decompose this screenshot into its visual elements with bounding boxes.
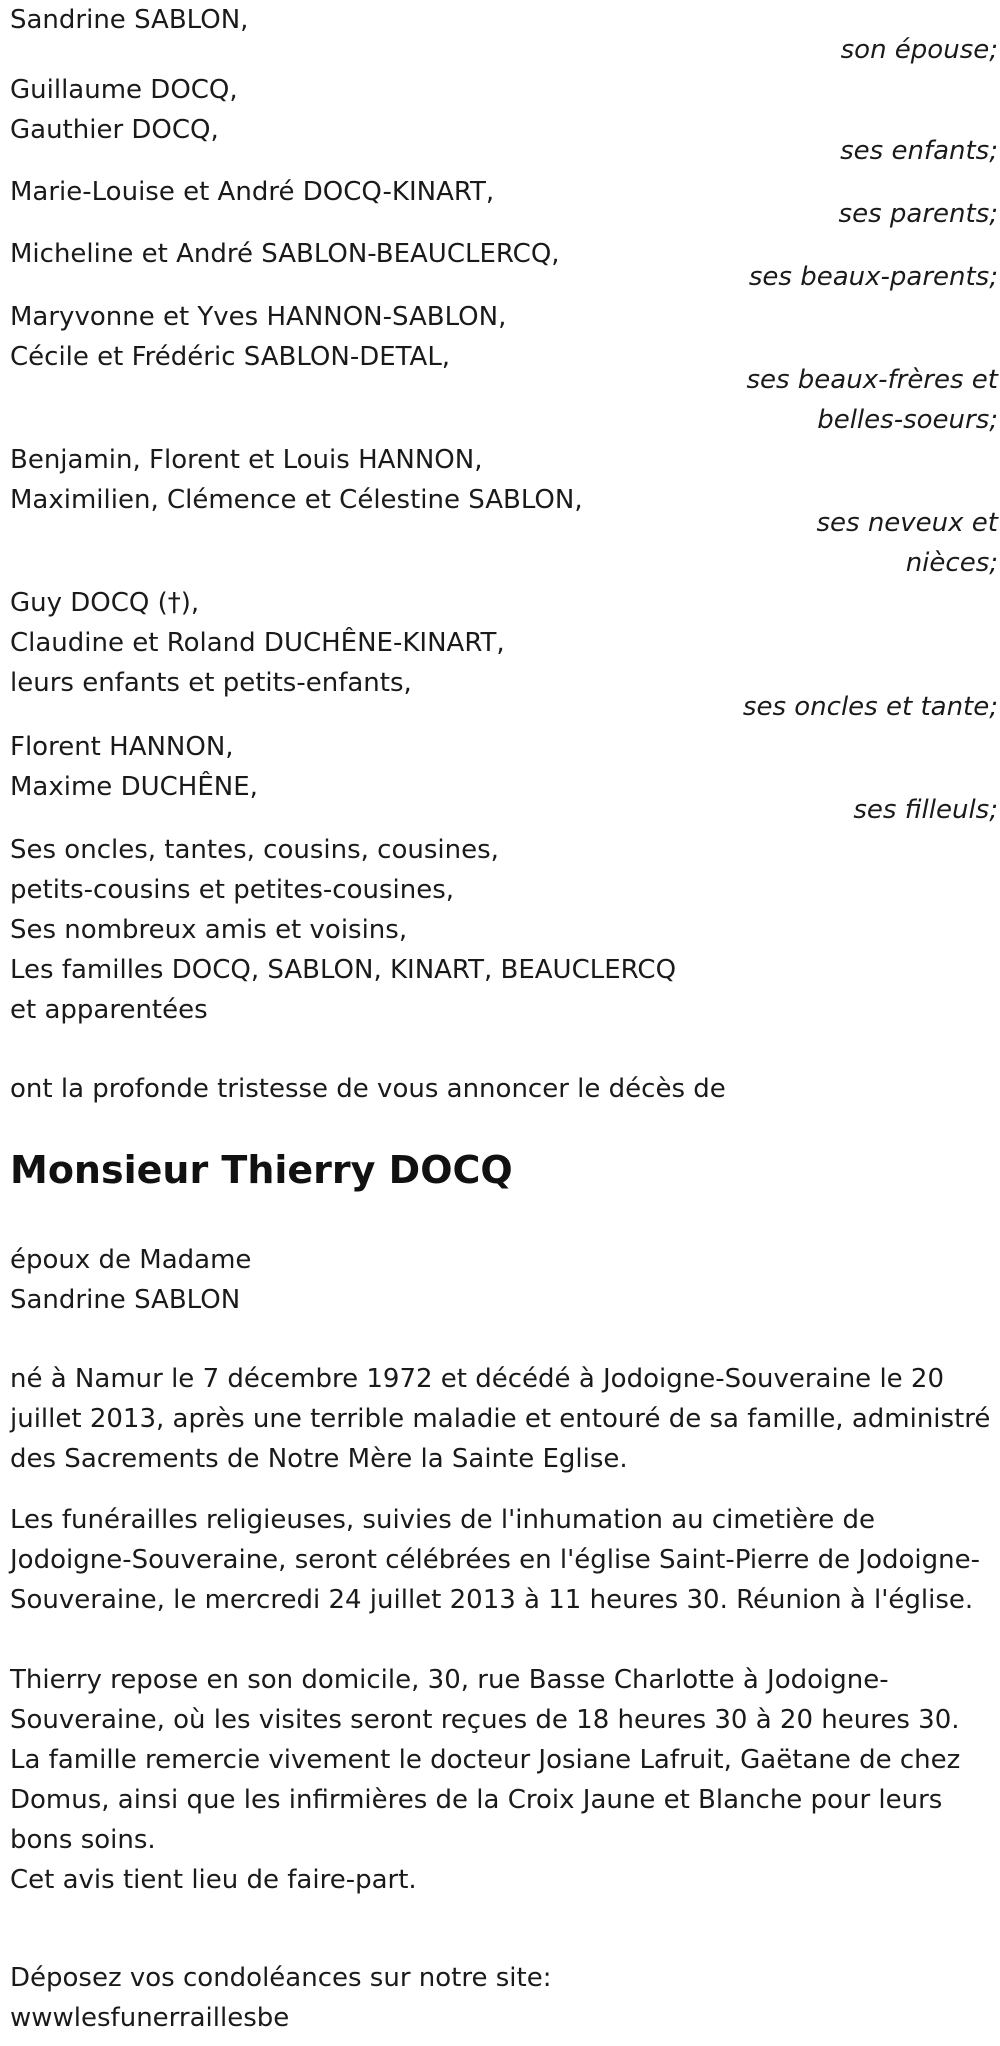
family-name: Guy DOCQ (†), bbox=[10, 588, 200, 618]
deceased-name: Monsieur Thierry DOCQ bbox=[10, 1148, 513, 1192]
family-name: Micheline et André SABLON-BEAUCLERCQ, bbox=[10, 239, 560, 269]
thanks-paragraph: La famille remercie vivement le docteur Josiane Lafruit, Gaëtane de chez Domus, ainsi que les infirmières de la Croix Jaune et Blanche pour leurs bons soins. bbox=[10, 1745, 961, 1855]
relation-label: ses parents; bbox=[838, 199, 998, 229]
family-name: Sandrine SABLON, bbox=[10, 5, 249, 35]
relation-label: ses beaux-frères et bbox=[746, 365, 998, 395]
family-name: Claudine et Roland DUCHÊNE-KINART, bbox=[10, 628, 505, 658]
family-group-uncles bbox=[10, 583, 995, 703]
family-name: Maximilien, Clémence et Célestine SABLON, bbox=[10, 485, 583, 515]
relation-label: son épouse; bbox=[840, 35, 998, 65]
birth-death-paragraph: né à Namur le 7 décembre 1972 et décédé à Jodoigne-Souveraine le 20 juillet 2013, après une terrible maladie et entouré de sa famille, administré des Sacrements de Notre Mère la Sainte Eglise. bbox=[10, 1364, 991, 1474]
mourner-line: Ses nombreux amis et voisins, bbox=[10, 915, 408, 945]
relation-label: belles-soeurs; bbox=[817, 405, 998, 435]
mourner-line: Les familles DOCQ, SABLON, KINART, BEAUCLERCQ bbox=[10, 955, 677, 985]
family-name: Cécile et Frédéric SABLON-DETAL, bbox=[10, 342, 451, 372]
family-name: Benjamin, Florent et Louis HANNON, bbox=[10, 445, 483, 475]
announcement-text: ont la profonde tristesse de vous annoncer le décès de bbox=[10, 1074, 726, 1104]
family-name: Florent HANNON, bbox=[10, 732, 234, 762]
mourner-line: Ses oncles, tantes, cousins, cousines, bbox=[10, 835, 499, 865]
funeral-paragraph: Les funérailles religieuses, suivies de l'inhumation au cimetière de Jodoigne-Souveraine, seront célébrées en l'église Saint-Pierre de Jodoigne-Souveraine, le mercredi 24 juillet 2013 à 11 heures 30. Réunion à l'église. bbox=[10, 1505, 980, 1615]
family-name: Guillaume DOCQ, bbox=[10, 75, 238, 105]
mourner-line: petits-cousins et petites-cousines, bbox=[10, 875, 455, 905]
relation-label: ses enfants; bbox=[840, 136, 998, 166]
relation-label: ses neveux et bbox=[816, 508, 998, 538]
condolences-link[interactable]: wwwlesfunerraillesbe bbox=[10, 2003, 290, 2033]
relation-label: nièces; bbox=[905, 548, 998, 578]
family-name: Maxime DUCHÊNE, bbox=[10, 772, 258, 802]
mourner-line: et apparentées bbox=[10, 995, 208, 1025]
relation-label: ses filleuls; bbox=[853, 795, 998, 825]
spouse-block bbox=[10, 1240, 995, 1320]
condolences-text: Déposez vos condoléances sur notre site: bbox=[10, 1963, 552, 1993]
other-mourners bbox=[10, 830, 995, 1030]
relation-label: ses beaux-parents; bbox=[748, 262, 998, 292]
family-name: Maryvonne et Yves HANNON-SABLON, bbox=[10, 302, 507, 332]
condolences-block bbox=[10, 1958, 995, 2038]
spouse-line: époux de Madame bbox=[10, 1245, 252, 1275]
relation-label: ses oncles et tante; bbox=[742, 692, 998, 722]
notice-paragraph: Cet avis tient lieu de faire-part. bbox=[10, 1865, 417, 1895]
visitation-paragraph: Thierry repose en son domicile, 30, rue Basse Charlotte à Jodoigne-Souveraine, où les visites seront reçues de 18 heures 30 à 20 heures 30. bbox=[10, 1665, 960, 1735]
family-name: Marie-Louise et André DOCQ-KINART, bbox=[10, 177, 495, 207]
family-group-godchildren bbox=[10, 727, 995, 807]
family-name: leurs enfants et petits-enfants, bbox=[10, 668, 412, 698]
family-name: Gauthier DOCQ, bbox=[10, 115, 219, 145]
spouse-line: Sandrine SABLON bbox=[10, 1285, 241, 1315]
